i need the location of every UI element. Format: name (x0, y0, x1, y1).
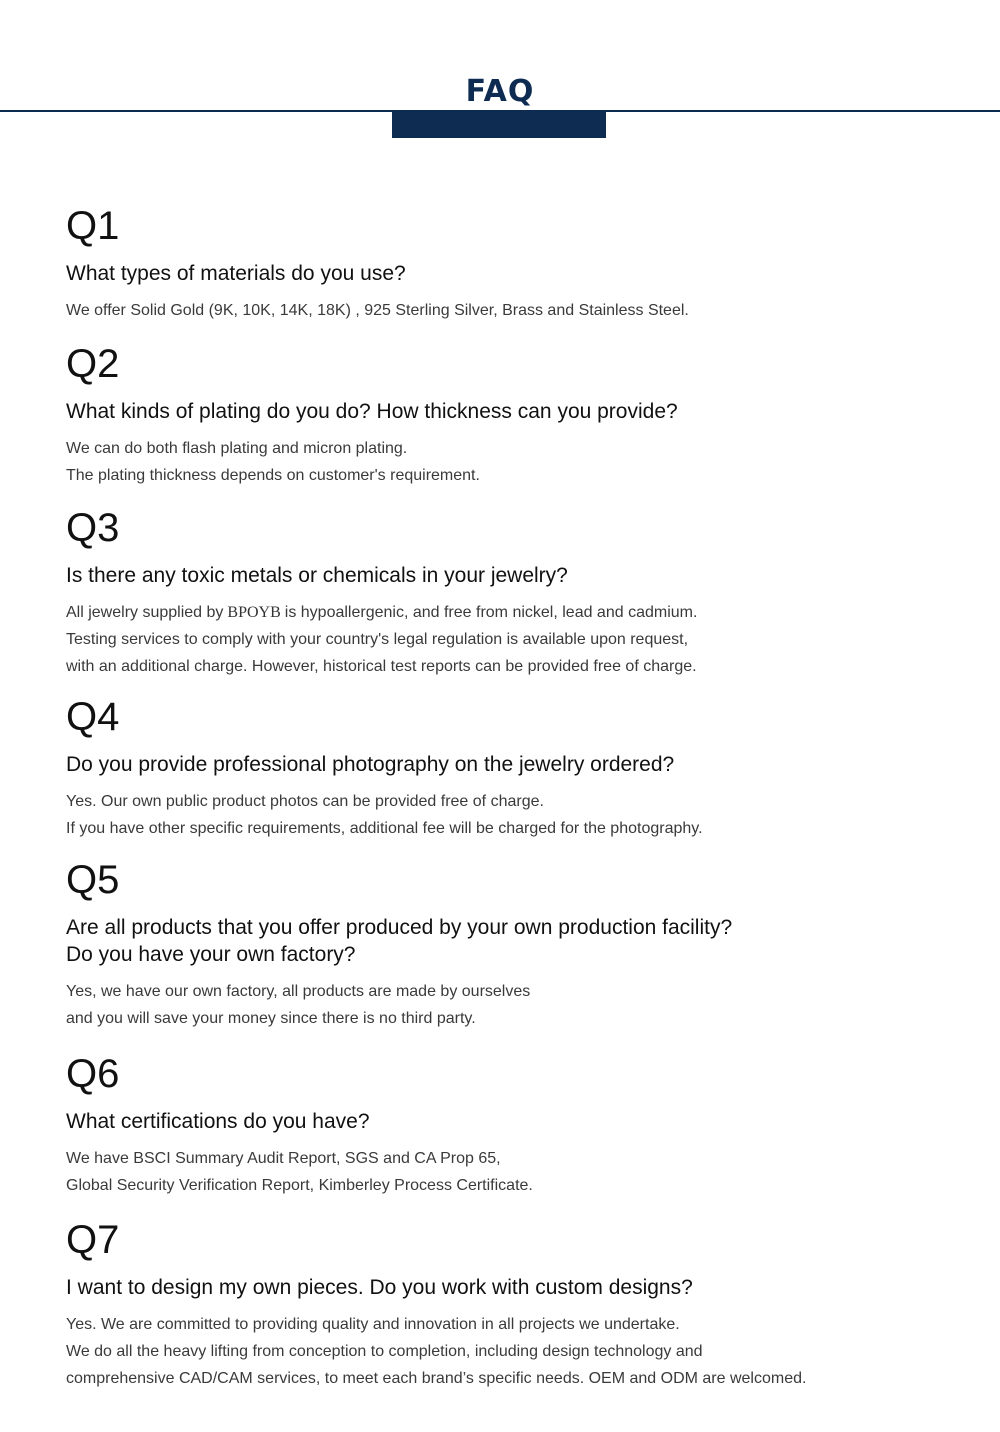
question-line: Are all products that you offer produced by your own production facility? (66, 916, 733, 939)
faq-item-q1 (66, 204, 966, 324)
answer-line (66, 599, 966, 626)
question-line: I want to design my own pieces. Do you work with custom designs? (66, 1276, 693, 1299)
question-text (66, 562, 966, 589)
question-text (66, 1274, 966, 1301)
answer-line: Yes. We are committed to providing quality and innovation in all projects we undertake. (66, 1316, 680, 1333)
brand-name: BPOYB (227, 604, 281, 621)
answer-line: The plating thickness depends on customer's requirement. (66, 467, 480, 484)
faq-item-q5 (66, 858, 966, 1032)
answer-text (66, 788, 966, 842)
question-number: Q1 (66, 204, 120, 248)
answer-text (66, 297, 966, 324)
question-line: Do you provide professional photography on the jewelry ordered? (66, 753, 675, 776)
answer-line: Yes, we have our own factory, all products are made by ourselves (66, 983, 531, 1000)
answer-line: with an additional charge. However, historical test reports can be provided free of charge. (66, 658, 697, 675)
answer-line: We can do both flash plating and micron plating. (66, 440, 408, 457)
answer-line: Testing services to comply with your country's legal regulation is available upon request, (66, 631, 689, 648)
question-text (66, 260, 966, 287)
answer-line: If you have other specific requirements, additional fee will be charged for the photography. (66, 820, 703, 837)
question-number: Q4 (66, 695, 120, 739)
question-number: Q3 (66, 506, 120, 550)
faq-item-q6 (66, 1052, 966, 1199)
question-text (66, 751, 966, 778)
question-number: Q2 (66, 342, 120, 386)
faq-item-q2 (66, 342, 966, 489)
question-number: Q5 (66, 858, 120, 902)
question-line: What certifications do you have? (66, 1110, 370, 1133)
answer-line: Yes. Our own public product photos can be provided free of charge. (66, 793, 544, 810)
answer-text (66, 435, 966, 489)
answer-text (66, 1145, 966, 1199)
answer-text (66, 978, 966, 1032)
answer-line: comprehensive CAD/CAM services, to meet each brand’s specific needs. OEM and ODM are welcomed. (66, 1370, 807, 1387)
question-number: Q6 (66, 1052, 120, 1096)
faq-item-q4 (66, 695, 966, 842)
answer-text (66, 599, 966, 680)
answer-line: We offer Solid Gold (9K, 10K, 14K, 18K) , 925 Sterling Silver, Brass and Stainless Steel. (66, 302, 689, 319)
answer-line: and you will save your money since there is no third party. (66, 1010, 476, 1027)
question-text (66, 1108, 966, 1135)
answer-line: Global Security Verification Report, Kimberley Process Certificate. (66, 1177, 533, 1194)
question-line: What types of materials do you use? (66, 262, 406, 285)
faq-item-q3 (66, 506, 966, 680)
page-title: FAQ (465, 74, 535, 109)
question-line: What kinds of plating do you do? How thickness can you provide? (66, 400, 678, 423)
question-text (66, 398, 966, 425)
answer-prefix: All jewelry supplied by (66, 604, 224, 621)
question-line: Is there any toxic metals or chemicals in your jewelry? (66, 564, 568, 587)
question-line: Do you have your own factory? (66, 943, 356, 966)
faq-header (0, 0, 1000, 140)
faq-item-q7 (66, 1218, 966, 1392)
answer-suffix: is hypoallergenic, and free from nickel, lead and cadmium. (284, 604, 698, 621)
answer-line: We have BSCI Summary Audit Report, SGS and CA Prop 65, (66, 1150, 501, 1167)
answer-line: We do all the heavy lifting from conception to completion, including design technology and (66, 1343, 703, 1360)
question-number: Q7 (66, 1218, 120, 1262)
question-text (66, 914, 966, 968)
answer-text (66, 1311, 966, 1392)
header-accent-bar (392, 112, 606, 138)
